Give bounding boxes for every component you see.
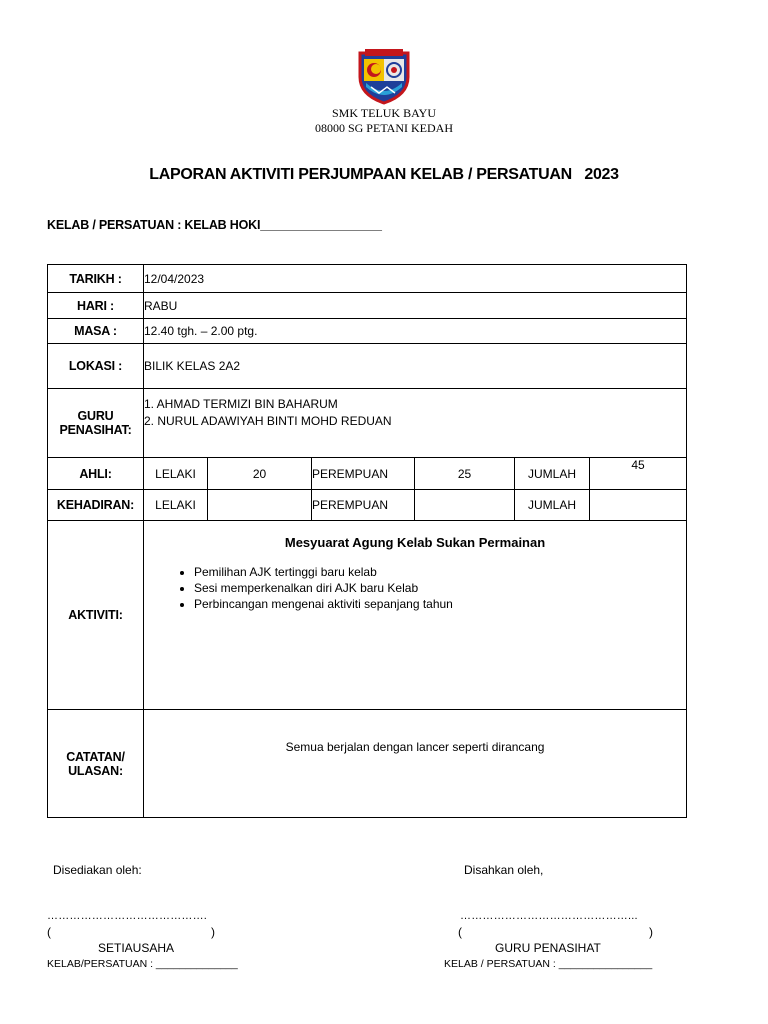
row-ahli xyxy=(48,458,687,490)
right-paren-open: ( xyxy=(458,925,462,939)
masa-value: 12.40 tgh. – 2.00 ptg. xyxy=(144,319,687,344)
left-role: SETIAUSAHA xyxy=(98,941,175,955)
row-guru-penasihat xyxy=(48,389,687,458)
kelab-persatuan-line: KELAB / PERSATUAN : KELAB HOKI__________________ xyxy=(47,218,382,232)
ahli-label: AHLI: xyxy=(48,458,144,490)
guru-name-2: 2. NURUL ADAWIYAH BINTI MOHD REDUAN xyxy=(144,414,392,428)
right-paren-close: ) xyxy=(649,925,653,939)
aktiviti-item: • Pemilihan AJK tertinggi baru kelab xyxy=(194,564,686,580)
row-lokasi xyxy=(48,344,687,389)
aktiviti-content xyxy=(144,521,687,710)
right-kelab-line: KELAB / PERSATUAN : ________________ xyxy=(444,958,653,970)
tarikh-value: 12/04/2023 xyxy=(144,265,687,293)
right-signature-line: ………………………………………... xyxy=(460,910,638,922)
kehadiran-label: KEHADIRAN: xyxy=(48,490,144,521)
report-table xyxy=(47,264,687,818)
row-catatan xyxy=(48,710,687,818)
ahli-jumlah-label: JUMLAH xyxy=(515,458,590,490)
hari-value: RABU xyxy=(144,293,687,319)
left-paren-open: ( xyxy=(47,925,51,939)
ahli-lelaki-label: LELAKI xyxy=(144,458,208,490)
kehadiran-lelaki-count xyxy=(208,490,312,521)
aktiviti-item: • Perbincangan mengenai aktiviti sepanjang tahun xyxy=(194,596,686,612)
report-title: LAPORAN AKTIVITI PERJUMPAAN KELAB / PERSATUAN 2023 xyxy=(149,166,619,183)
tarikh-label: TARIKH : xyxy=(48,265,144,293)
aktiviti-label: AKTIVITI: xyxy=(48,521,144,710)
row-kehadiran xyxy=(48,490,687,521)
guru-name-1: 1. AHMAD TERMIZI BIN BAHARUM xyxy=(144,397,338,411)
row-hari xyxy=(48,293,687,319)
row-tarikh xyxy=(48,265,687,293)
ahli-jumlah-count: 45 xyxy=(590,458,687,490)
aktiviti-title: Mesyuarat Agung Kelab Sukan Permainan xyxy=(284,535,546,550)
lokasi-value: BILIK KELAS 2A2 xyxy=(144,344,687,389)
kehadiran-lelaki-label: LELAKI xyxy=(144,490,208,521)
catatan-value: Semua berjalan dengan lancer seperti dirancang xyxy=(144,710,687,818)
guru-names xyxy=(144,389,687,458)
catatan-label xyxy=(48,710,144,818)
kehadiran-jumlah-count xyxy=(590,490,687,521)
guru-label-line2: PENASIHAT: xyxy=(59,423,132,437)
catatan-label-line2: ULASAN: xyxy=(68,763,123,778)
hari-label: HARI : xyxy=(48,293,144,319)
row-aktiviti xyxy=(48,521,687,710)
row-masa xyxy=(48,319,687,344)
masa-label: MASA : xyxy=(48,319,144,344)
kehadiran-jumlah-label: JUMLAH xyxy=(515,490,590,521)
right-role: GURU PENASIHAT xyxy=(495,941,601,955)
aktiviti-list xyxy=(144,564,686,612)
ahli-perempuan-label: PEREMPUAN xyxy=(312,458,415,490)
disediakan-heading: Disediakan oleh: xyxy=(53,863,142,877)
ahli-lelaki-count: 20 xyxy=(208,458,312,490)
school-name: SMK TELUK BAYU xyxy=(331,106,436,120)
ahli-perempuan-count: 25 xyxy=(415,458,515,490)
left-kelab-line: KELAB/PERSATUAN : ______________ xyxy=(47,958,238,970)
aktiviti-item: • Sesi memperkenalkan diri AJK baru Kelab xyxy=(194,580,686,596)
school-address: 08000 SG PETANI KEDAH xyxy=(314,121,454,135)
guru-label-line1: GURU xyxy=(77,409,114,423)
catatan-label-line1: CATATAN/ xyxy=(66,749,125,764)
lokasi-label: LOKASI : xyxy=(48,344,144,389)
left-signature-line: ……………………………………. xyxy=(47,910,208,922)
disahkan-heading: Disahkan oleh, xyxy=(464,863,544,877)
kehadiran-perempuan-label: PEREMPUAN xyxy=(312,490,415,521)
guru-label xyxy=(48,389,144,458)
left-paren-close: ) xyxy=(211,925,215,939)
kehadiran-perempuan-count xyxy=(415,490,515,521)
school-crest-icon xyxy=(357,47,411,105)
